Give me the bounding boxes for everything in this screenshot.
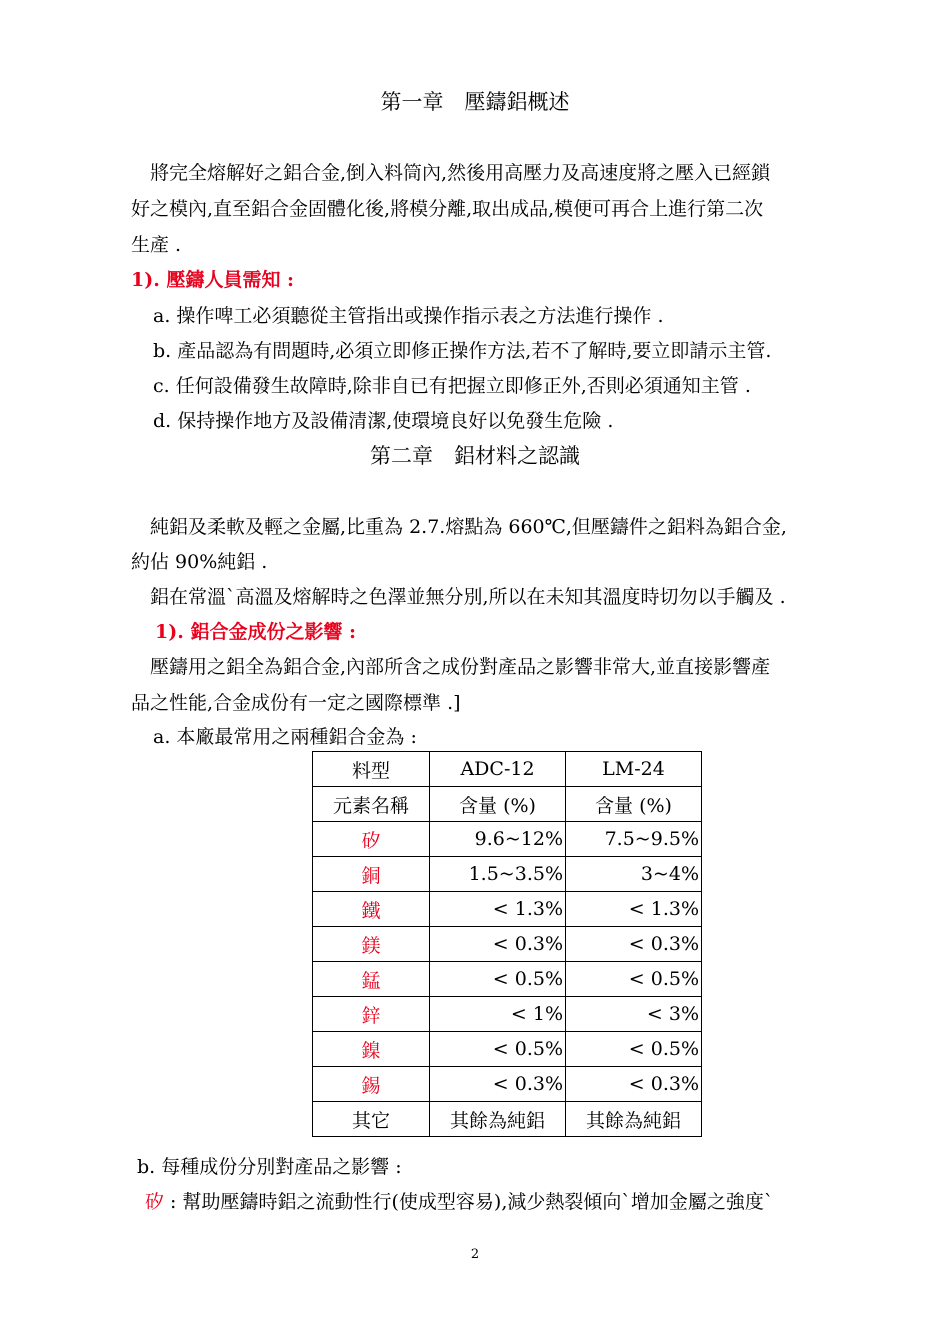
adc12-value-cell: < 0.3% xyxy=(430,1067,566,1102)
chapter2-para1-line2: 約佔 90%純鋁 . xyxy=(131,551,268,573)
adc12-value-cell: < 1% xyxy=(430,997,566,1032)
chapter1-title: 第一章 壓鑄鋁概述 xyxy=(380,90,570,114)
lm24-value-cell: < 0.3% xyxy=(566,927,702,962)
table-header-row xyxy=(313,787,702,822)
chapter2-para2: 鋁在常溫`高溫及熔解時之色澤並無分別,所以在未知其溫度時切勿以手觸及 . xyxy=(150,586,786,608)
adc12-value-cell: 1.5~3.5% xyxy=(430,857,566,892)
element-name-cell: 鐵 xyxy=(313,892,430,927)
element-name-cell: 鎂 xyxy=(313,927,430,962)
silicon-effect-line xyxy=(145,1187,773,1214)
footer-cell: 其它 xyxy=(313,1102,430,1137)
note-d: d. 保持操作地方及設備清潔,使環境良好以免發生危險 . xyxy=(153,410,614,432)
element-name-cell: 銅 xyxy=(313,857,430,892)
adc12-value-cell: < 0.3% xyxy=(430,927,566,962)
chapter2-para3-line2: 品之性能,合金成份有一定之國際標準 .] xyxy=(131,692,461,714)
header-cell: 元素名稱 xyxy=(313,787,430,822)
chapter1-para-line2: 好之模內,直至鋁合金固體化後,將模分離,取出成品,模便可再合上進行第二次 xyxy=(131,198,764,220)
table-row xyxy=(313,1067,702,1102)
item-b: b. 每種成份分別對產品之影響 : xyxy=(137,1156,402,1178)
element-name-cell: 鎳 xyxy=(313,1032,430,1067)
silicon-description: : 幫助壓鑄時鋁之流動性行(使成型容易),減少熱裂傾向`增加金屬之強度` xyxy=(164,1191,774,1213)
lm24-value-cell: < 0.3% xyxy=(566,1067,702,1102)
chapter2-para1-line1: 純鋁及柔軟及輕之金屬,比重為 2.7.熔點為 660℃,但壓鑄件之鋁料為鋁合金, xyxy=(150,516,787,538)
footer-cell: 其餘為純鋁 xyxy=(566,1102,702,1137)
element-name-cell: 錫 xyxy=(313,1067,430,1102)
lm24-value-cell: 3~4% xyxy=(566,857,702,892)
table-footer-row xyxy=(313,1102,702,1137)
adc12-value-cell: < 0.5% xyxy=(430,1032,566,1067)
header-cell: 料型 xyxy=(313,752,430,787)
table-row xyxy=(313,892,702,927)
table-row xyxy=(313,1032,702,1067)
header-cell: 含量 (%) xyxy=(430,787,566,822)
section-heading-alloy-effects: 1). 鋁合金成份之影響 : xyxy=(155,621,357,643)
header-cell: LM-24 xyxy=(566,752,702,787)
adc12-value-cell: 9.6~12% xyxy=(430,822,566,857)
chapter1-para-line1: 將完全熔解好之鋁合金,倒入料筒內,然後用高壓力及高速度將之壓入已經鎖 xyxy=(150,162,771,184)
note-a: a. 操作啤工必須聽從主管指出或操作指示表之方法進行操作 . xyxy=(153,305,664,327)
table-header-row xyxy=(313,752,702,787)
table-row xyxy=(313,857,702,892)
header-cell: ADC-12 xyxy=(430,752,566,787)
lm24-value-cell: < 0.5% xyxy=(566,1032,702,1067)
section-heading-staff-notes: 1). 壓鑄人員需知 : xyxy=(131,269,295,291)
lm24-value-cell: 7.5~9.5% xyxy=(566,822,702,857)
page-number: 2 xyxy=(470,1247,480,1262)
header-cell: 含量 (%) xyxy=(566,787,702,822)
element-name-cell: 矽 xyxy=(313,822,430,857)
note-c: c. 任何設備發生故障時,除非自已有把握立即修正外,否則必須通知主管 . xyxy=(153,375,751,397)
footer-cell: 其餘為純鋁 xyxy=(430,1102,566,1137)
table-row xyxy=(313,927,702,962)
note-b: b. 產品認為有問題時,必須立即修正操作方法,若不了解時,要立即請示主管. xyxy=(153,340,772,362)
element-name-cell: 錳 xyxy=(313,962,430,997)
element-name-cell: 鋅 xyxy=(313,997,430,1032)
table-row xyxy=(313,962,702,997)
alloy-composition-table xyxy=(312,751,702,1137)
silicon-term: 矽 xyxy=(145,1191,165,1213)
table-row xyxy=(313,822,702,857)
item-a: a. 本廠最常用之兩種鋁合金為 : xyxy=(153,726,417,748)
chapter1-para-line3: 生產 . xyxy=(131,234,182,256)
chapter2-title: 第二章 鋁材料之認識 xyxy=(370,444,580,468)
lm24-value-cell: < 3% xyxy=(566,997,702,1032)
adc12-value-cell: < 1.3% xyxy=(430,892,566,927)
adc12-value-cell: < 0.5% xyxy=(430,962,566,997)
lm24-value-cell: < 1.3% xyxy=(566,892,702,927)
lm24-value-cell: < 0.5% xyxy=(566,962,702,997)
table-row xyxy=(313,997,702,1032)
chapter2-para3-line1: 壓鑄用之鋁全為鋁合金,內部所含之成份對產品之影響非常大,並直接影響產 xyxy=(150,656,771,678)
